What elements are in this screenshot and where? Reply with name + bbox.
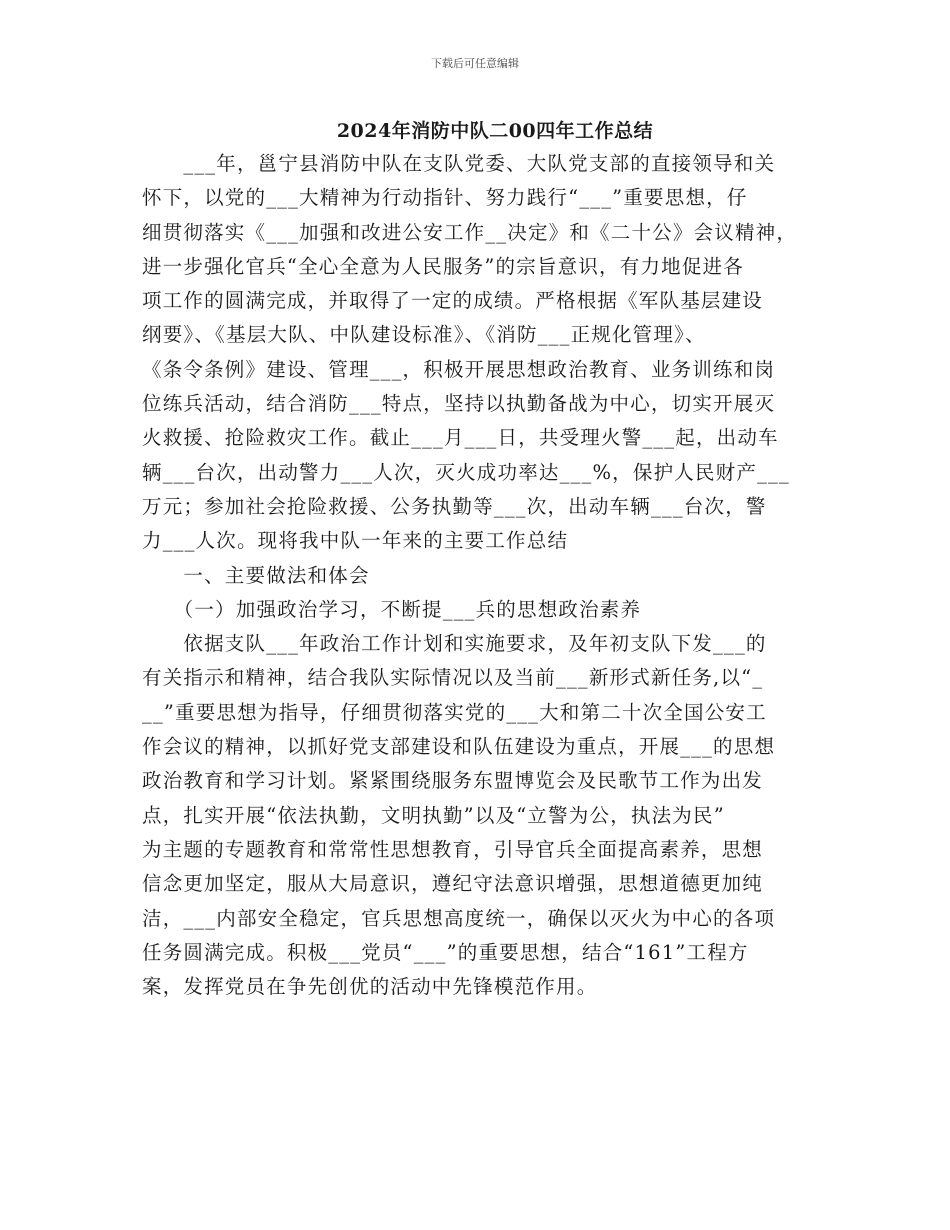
body-line: 《条令条例》建设、管理___，积极开展思想政治教育、业务训练和岗: [142, 357, 776, 381]
body-line: 点，扎实开展“依法执勤，文明执勤”以及“立警为公，执法为民”: [142, 803, 725, 827]
subsection-heading: （一）加强政治学习，不断提___兵的思想政治素养: [142, 597, 642, 621]
body-line: 为主题的专题教育和常常性思想教育，引导官兵全面提高素养，思想: [142, 837, 764, 861]
document-title: 2024年消防中队二00四年工作总结: [336, 120, 654, 142]
body-line: 有关指示和精神，结合我队实际情况以及当前___新形式新任务,以“_: [142, 666, 764, 690]
body-line: 任务圆满完成。积极___党员“___”的重要思想，结合“161”工程方: [142, 940, 749, 964]
body-line: 作会议的精神，以抓好党支部建设和队伍建设为重点，开展___的思想: [142, 735, 776, 759]
section-heading: 一、主要做法和体会: [142, 563, 370, 587]
header-note: 下载后可任意编辑: [431, 57, 519, 70]
body-line: 位练兵活动，结合消防___特点，坚持以执勤备战为中心，切实开展灭: [142, 392, 776, 416]
body-line: 辆___台次，出动警力___人次，灭火成功率达___%，保护人民财产___: [142, 460, 790, 484]
body-line: 项工作的圆满完成，并取得了一定的成绩。严格根据《军队基层建设: [142, 289, 764, 313]
body-line: 依据支队___年政治工作计划和实施要求，及年初支队下发___的: [142, 632, 767, 656]
body-line: 纲要》、《基层大队、中队建设标准》、《消防___正规化管理》、: [142, 323, 706, 347]
document-body: [142, 147, 814, 1004]
body-line: __”重要思想为指导，仔细贯彻落实党的___大和第二十次全国公安工: [142, 700, 767, 724]
body-line: 力___人次。现将我中队一年来的主要工作总结: [142, 529, 569, 553]
body-line: ___年，邕宁县消防中队在支队党委、大队党支部的直接领导和关: [142, 152, 776, 175]
body-line: 洁，___内部安全稳定，官兵思想高度统一，确保以灭火为中心的各项: [142, 906, 776, 930]
body-line: 怀下，以党的___大精神为行动指针、努力践行“___”重要思想，仔: [142, 186, 748, 210]
body-line: 案，发挥党员在争先创优的活动中先锋模范作用。: [142, 975, 598, 999]
body-line: 信念更加坚定，服从大局意识，遵纪守法意识增强，思想道德更加纯: [142, 872, 764, 896]
body-line: 政治教育和学习计划。紧紧围绕服务东盟博览会及民歌节工作为出发: [142, 769, 764, 793]
body-line: 进一步强化官兵“全心全意为人民服务”的宗旨意识，有力地促进各: [142, 254, 744, 278]
body-line: 万元；参加社会抢险救援、公务执勤等___次，出动车辆___台次，警: [142, 494, 767, 518]
body-line: 细贯彻落实《___加强和改进公安工作__决定》和《二十公》会议精神，: [142, 220, 798, 244]
body-line: 火救援、抢险救灾工作。截止___月___日，共受理火警___起，出动车: [142, 426, 779, 450]
